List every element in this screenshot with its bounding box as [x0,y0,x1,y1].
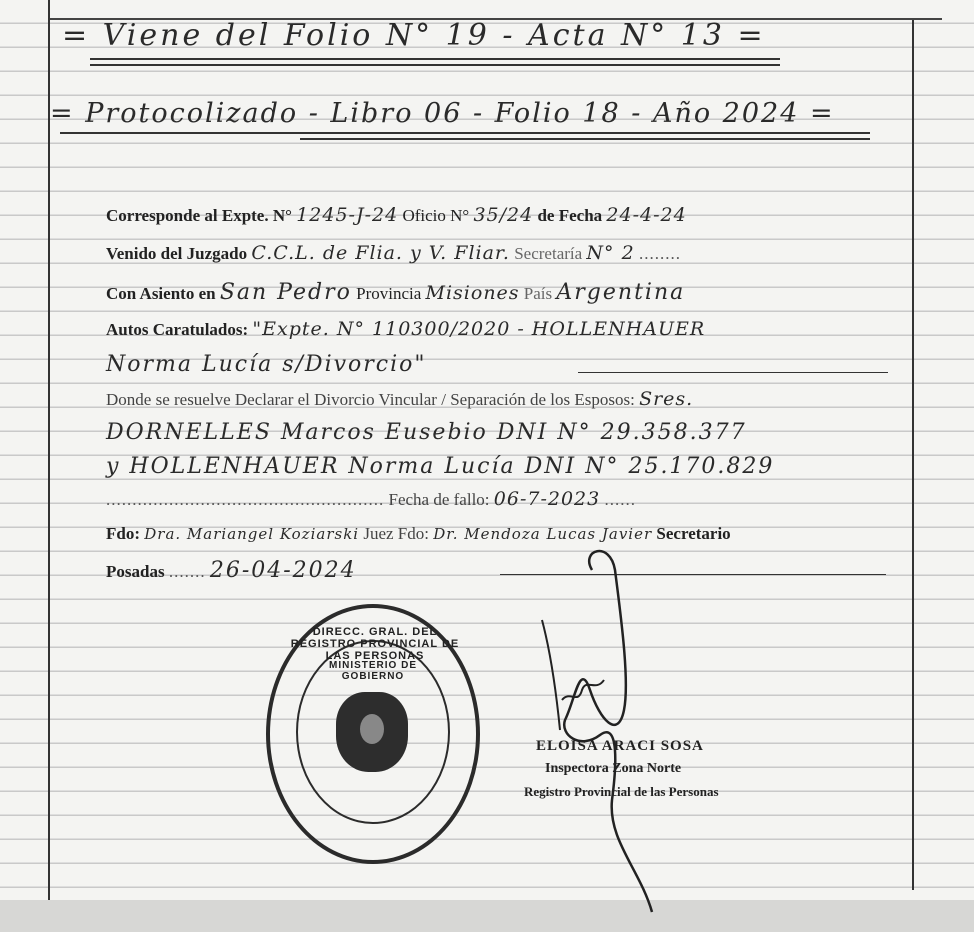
esposo2-value: y HOLLENHAUER Norma Lucía DNI N° 25.170.829 [106,454,775,479]
pais-value: Argentina [556,280,686,305]
row-juzgado [106,242,681,264]
autos-label: Autos Caratulados: [106,320,249,339]
secretario-value: Dr. Mendoza Lucas Javier [433,525,653,543]
dotted-fill: ........ [638,244,681,263]
provincia-value: Misiones [425,282,520,304]
header-underline-2 [60,132,870,134]
signatory-title: Inspectora Zona Norte [545,761,682,776]
corresponde-label: Corresponde al Expte. N° [106,206,292,225]
autos-blank-line [578,372,888,373]
right-margin-line [912,20,914,890]
asiento-value: San Pedro [219,280,352,305]
row-expediente [106,204,687,226]
page-bottom-edge [0,900,974,932]
header-underline-1b [90,64,780,66]
oficio-label: Oficio N° [402,206,470,225]
provincia-label: Provincia [356,284,422,303]
row-esposo1 [106,420,747,445]
asiento-label: Con Asiento en [106,284,216,303]
juzgado-value: C.C.L. de Flia. y V. Fliar. [251,242,510,264]
secretaria-label: Secretaría [514,244,583,263]
juez-value: Dra. Mariangel Koziarski [144,525,360,543]
pais-label: País [523,284,553,303]
fallo-value: 06-7-2023 [493,488,601,510]
autos-line1: "Expte. N° 110300/2020 - HOLLENHAUER [252,318,706,340]
seal-inner-text: MINISTERIO DE GOBIERNO [328,660,417,682]
row-resuelve [106,388,693,410]
fecha-value: 24-4-24 [606,204,687,226]
header-underline-1 [90,58,780,60]
fecha-label: de Fecha [537,206,603,225]
coat-of-arms-icon [336,692,408,772]
fallo-label: Fecha de fallo: [388,490,490,509]
row-autos [106,318,705,340]
header-underline-2b [300,138,870,140]
esposo1-value: DORNELLES Marcos Eusebio DNI N° 29.358.377 [106,420,747,445]
secretario-label: Secretario [656,524,731,543]
fdo-label: Fdo: [106,524,140,543]
signatory-name: ELOISA ARACI SOSA [536,738,704,754]
row-esposo2 [106,454,774,479]
expte-value: 1245-J-24 [296,204,399,226]
juez-label: Juez Fdo: [363,524,429,543]
dotted-fill-end: ...... [604,490,636,509]
handwritten-signature [520,540,670,920]
juzgado-label: Venido del Juzgado [106,244,248,263]
posadas-label: Posadas [106,562,165,581]
row-autos-cont [106,352,427,377]
header-protocolizado: = Protocolizado - Libro 06 - Folio 18 - Año 2024 = [50,98,835,129]
signatory-organization: Registro Provincial de las Personas [524,784,719,799]
row-fallo [106,488,636,510]
resuelve-text: Donde se resuelve Declarar el Divorcio Vincular / Separación de los Esposos: [106,390,635,409]
dotted-fill-fallo: ..................................................... [106,490,385,509]
autos-line2: Norma Lucía s/Divorcio" [106,352,427,377]
seal-ring-text: DIRECC. GRAL. DEL REGISTRO PROVINCIAL DE LAS PERSONAS [290,626,460,662]
oficio-value: 35/24 [473,204,534,226]
esposos-prefix: Sres. [639,388,694,410]
secretaria-value: N° 2 [586,242,635,264]
header-folio-acta: = Viene del Folio N° 19 - Acta N° 13 = [62,18,766,53]
row-asiento [106,280,685,305]
left-margin-line [48,0,50,900]
dotted-fill-posadas: ....... [168,562,206,581]
posadas-value: 26-04-2024 [209,558,357,583]
row-posadas [106,558,357,583]
